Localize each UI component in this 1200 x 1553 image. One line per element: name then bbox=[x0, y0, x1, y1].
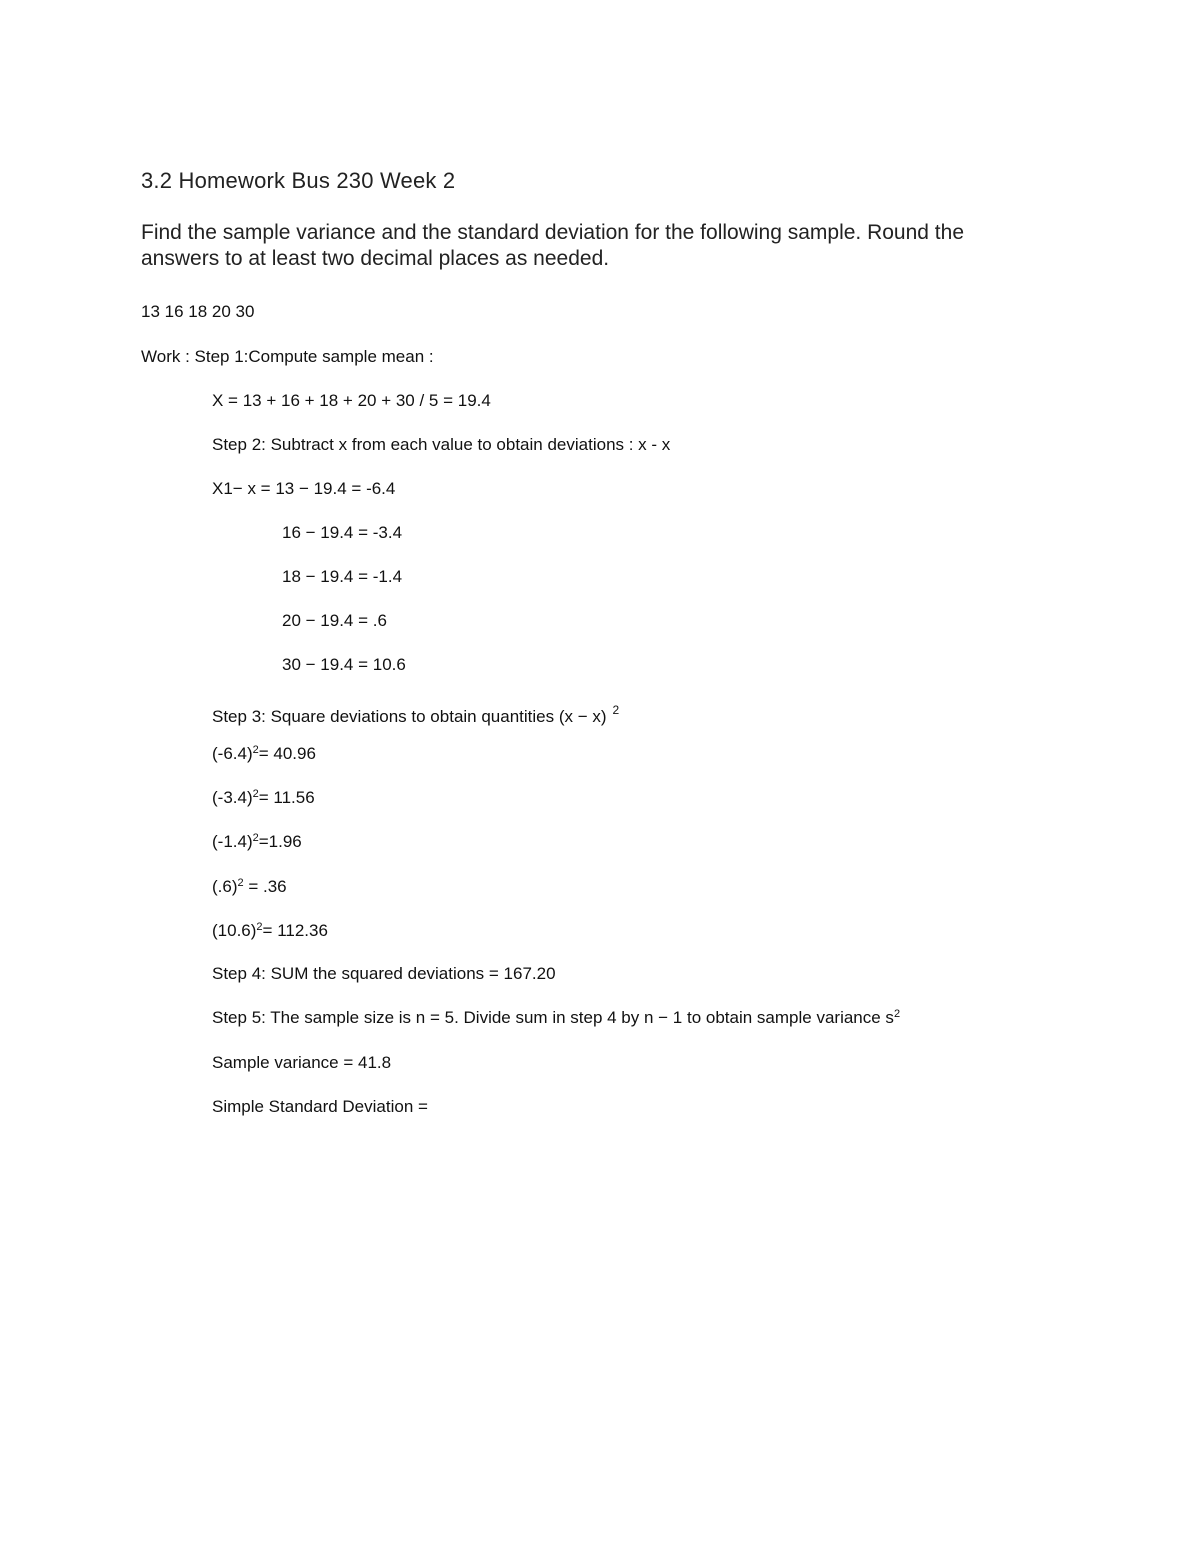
step5-text: Step 5: The sample size is n = 5. Divide sum in step 4 by n − 1 to obtain sample variance s bbox=[212, 1008, 894, 1027]
work-step1-heading: Work : Step 1:Compute sample mean : bbox=[141, 347, 434, 366]
deviation-line: 16 − 19.4 = -3.4 bbox=[282, 523, 403, 542]
square-result: =1.96 bbox=[258, 832, 302, 851]
square-line bbox=[212, 921, 328, 941]
square-line bbox=[212, 877, 287, 897]
step3-exponent: 2 bbox=[612, 703, 620, 717]
square-base: (.6) bbox=[212, 877, 238, 896]
square-exponent: 2 bbox=[252, 832, 259, 844]
square-result: = .36 bbox=[243, 877, 287, 896]
step2-heading: Step 2: Subtract x from each value to obtain deviations : x - x bbox=[212, 435, 671, 454]
deviation-line: 20 − 19.4 = .6 bbox=[282, 611, 387, 630]
mean-calculation: X = 13 + 16 + 18 + 20 + 30 / 5 = 19.4 bbox=[212, 391, 491, 410]
sample-values: 13 16 18 20 30 bbox=[141, 302, 255, 321]
deviation-line: X1− x = 13 − 19.4 = -6.4 bbox=[212, 479, 396, 498]
square-exponent: 2 bbox=[252, 788, 259, 800]
square-base: (-3.4) bbox=[212, 788, 253, 807]
step5-heading bbox=[212, 1008, 900, 1028]
deviation-line: 30 − 19.4 = 10.6 bbox=[282, 655, 406, 674]
document-title: 3.2 Homework Bus 230 Week 2 bbox=[141, 168, 456, 193]
square-base: (-1.4) bbox=[212, 832, 253, 851]
step5-exponent: 2 bbox=[893, 1008, 901, 1020]
square-line bbox=[212, 788, 315, 808]
question-text: Find the sample variance and the standard deviation for the following sample. Round the answers to at least two decimal places as needed. bbox=[141, 221, 964, 270]
standard-deviation: Simple Standard Deviation = bbox=[212, 1097, 428, 1116]
square-result: = 11.56 bbox=[258, 788, 315, 807]
step3-text: Step 3: Square deviations to obtain quantities (x − x) bbox=[212, 707, 607, 726]
square-exponent: 2 bbox=[237, 877, 244, 889]
square-line bbox=[212, 744, 316, 764]
square-base: (10.6) bbox=[212, 921, 257, 940]
sample-variance: Sample variance = 41.8 bbox=[212, 1053, 392, 1072]
step4-heading: Step 4: SUM the squared deviations = 167.20 bbox=[212, 964, 556, 983]
step3-heading bbox=[212, 700, 619, 727]
square-result: = 40.96 bbox=[258, 744, 316, 763]
square-exponent: 2 bbox=[252, 744, 259, 756]
deviation-line: 18 − 19.4 = -1.4 bbox=[282, 567, 403, 586]
square-result: = 112.36 bbox=[262, 921, 328, 940]
square-base: (-6.4) bbox=[212, 744, 253, 763]
square-line bbox=[212, 832, 302, 852]
square-exponent: 2 bbox=[256, 921, 263, 933]
